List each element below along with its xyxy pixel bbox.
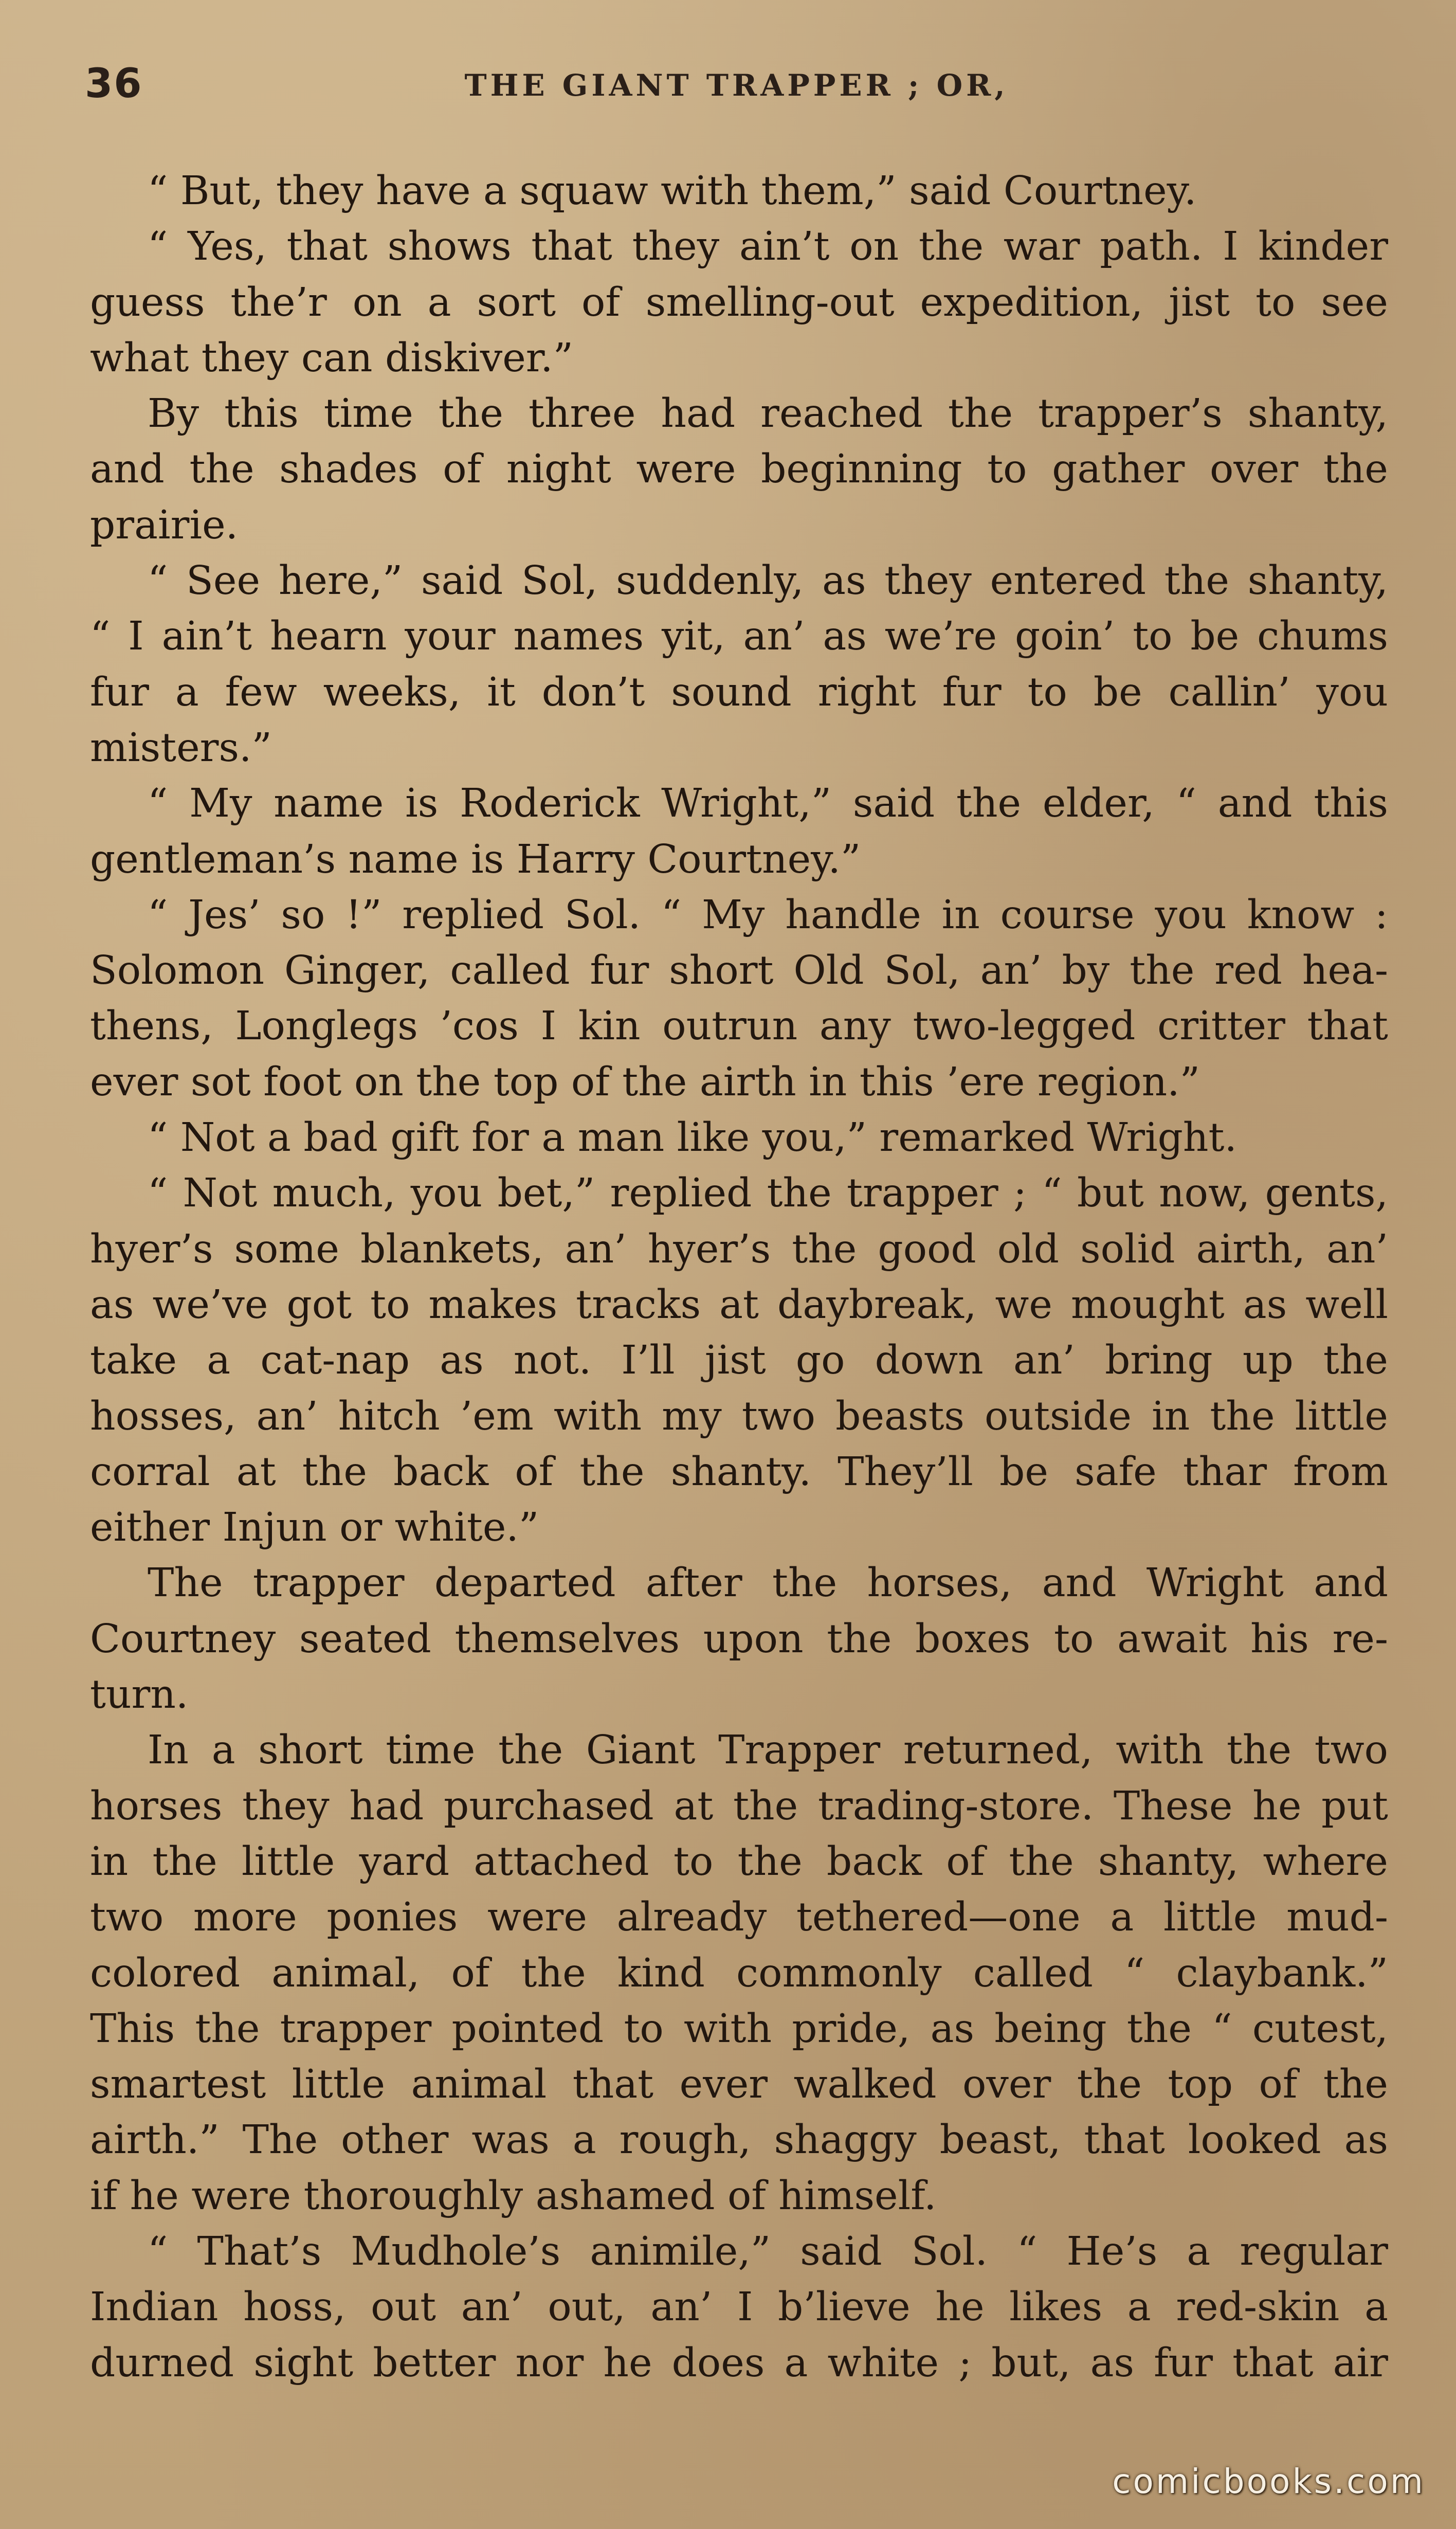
paragraph — [90, 1556, 1388, 1723]
paragraph — [90, 2224, 1388, 2391]
text-line: “ My name is Roderick Wright,” said the elder, “ and this — [148, 781, 1388, 827]
text-line: and the shades of night were beginning to gather over the — [90, 446, 1388, 493]
text-line: if he were thoroughly ashamed of himself. — [90, 2173, 937, 2219]
text-line: either Injun or white.” — [90, 1505, 539, 1551]
text-line: By this time the three had reached the trapper’s shanty, — [148, 391, 1388, 437]
text-line: The trapper departed after the horses, and Wright and — [148, 1560, 1388, 1606]
text-line: two more ponies were already tethered—one a little mud- — [90, 1894, 1388, 1941]
text-line: fur a few weeks, it don’t sound right fur to be callin’ you — [90, 669, 1388, 715]
text-line: “ Not much, you bet,” replied the trapper ; “ but now, gents, — [148, 1170, 1388, 1217]
paragraph — [90, 164, 1388, 219]
text-line: “ See here,” said Sol, suddenly, as they entered the shanty, — [148, 558, 1388, 604]
paragraph — [90, 888, 1388, 1110]
text-line: durned sight better nor he does a white ; but, as fur that air — [90, 2340, 1388, 2386]
text-line: hosses, an’ hitch ’em with my two beasts outside in the little — [90, 1393, 1388, 1439]
page-header — [85, 61, 1388, 122]
text-line: airth.” The other was a rough, shaggy beast, that looked as — [90, 2117, 1388, 2163]
page-number: 36 — [85, 61, 143, 107]
text-line: take a cat-nap as not. I’ll jist go down an’ bring up the — [90, 1338, 1388, 1384]
text-line: horses they had purchased at the trading-store. These he put — [90, 1783, 1388, 1829]
text-line: prairie. — [90, 502, 239, 548]
text-line: “ Not a bad gift for a man like you,” remarked Wright. — [148, 1115, 1237, 1161]
text-line: guess the’r on a sort of smelling-out expedition, jist to see — [90, 279, 1388, 326]
text-line: ever sot foot on the top of the airth in this ’ere region.” — [90, 1059, 1200, 1105]
paragraph — [90, 219, 1388, 386]
text-line: hyer’s some blankets, an’ hyer’s the good old solid airth, an’ — [90, 1226, 1388, 1272]
text-line: as we’ve got to makes tracks at daybreak, we mought as well — [90, 1281, 1388, 1328]
text-line: turn. — [90, 1672, 189, 1718]
paragraph — [90, 553, 1388, 776]
running-head: THE GIANT TRAPPER ; OR, — [464, 68, 1009, 103]
text-line: what they can diskiver.” — [90, 335, 573, 381]
text-line: “ But, they have a squaw with them,” said Courtney. — [148, 168, 1197, 214]
text-line: Indian hoss, out an’ out, an’ I b’lieve he likes a red-skin a — [90, 2284, 1388, 2331]
text-line: gentleman’s name is Harry Courtney.” — [90, 836, 861, 882]
text-line: in the little yard attached to the back of the shanty, where — [90, 1838, 1388, 1885]
paragraph — [90, 1166, 1388, 1556]
body-text — [90, 164, 1388, 2391]
text-line: “ That’s Mudhole’s animile,” said Sol. “ He’s a regular — [148, 2228, 1388, 2274]
text-line: misters.” — [90, 725, 272, 771]
paragraph — [90, 1110, 1388, 1166]
text-line: “ I ain’t hearn your names yit, an’ as we’re goin’ to be chums — [90, 613, 1388, 660]
text-line: corral at the back of the shanty. They’ll be safe thar from — [90, 1449, 1388, 1495]
text-line: thens, Longlegs ’cos I kin outrun any two-legged critter that — [90, 1003, 1388, 1050]
text-line: “ Yes, that shows that they ain’t on the war path. I kinder — [148, 224, 1388, 270]
text-line: Solomon Ginger, called fur short Old Sol, an’ by the red hea- — [90, 948, 1388, 994]
text-line: This the trapper pointed to with pride, as being the “ cutest, — [90, 2006, 1388, 2052]
text-line: smartest little animal that ever walked over the top of the — [90, 2062, 1388, 2108]
paragraph — [90, 776, 1388, 888]
paragraph — [90, 386, 1388, 553]
text-line: Courtney seated themselves upon the boxes to await his re- — [90, 1616, 1388, 1662]
text-line: “ Jes’ so !” replied Sol. “ My handle in course you know : — [148, 892, 1388, 938]
text-line: In a short time the Giant Trapper returned, with the two — [148, 1727, 1388, 1774]
watermark: comicbooks.com — [1112, 2462, 1425, 2501]
text-line: colored animal, of the kind commonly called “ claybank.” — [90, 1950, 1388, 1996]
paragraph — [90, 1723, 1388, 2224]
